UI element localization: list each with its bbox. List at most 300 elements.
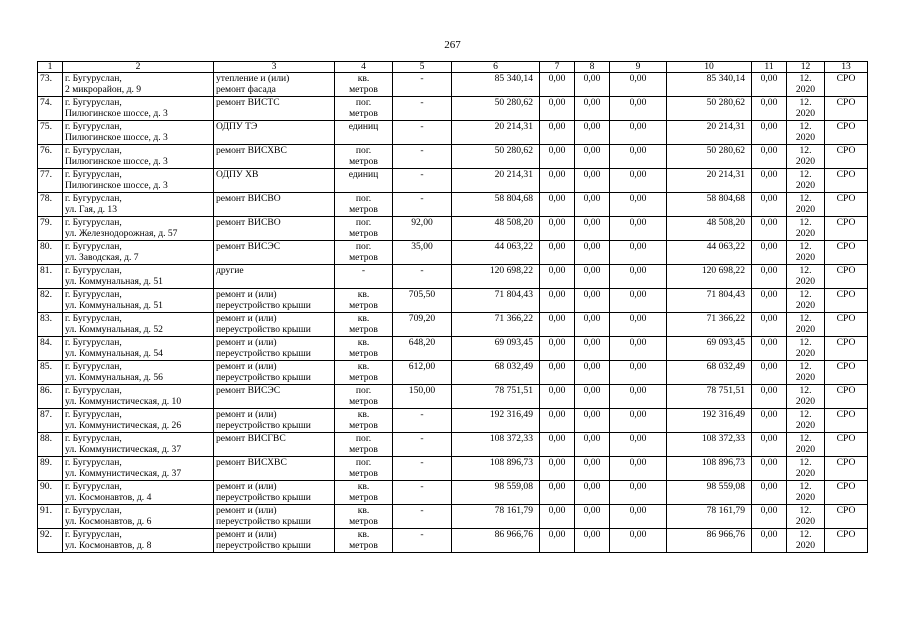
source-cell: [825, 457, 868, 481]
unit-cell-line-2: метров: [349, 204, 378, 215]
table-row: [38, 409, 868, 433]
address-cell-line-2: 2 микрорайон, д. 9: [65, 84, 142, 95]
work-type-cell: [214, 265, 335, 289]
col7-cell: [540, 193, 575, 217]
source-cell: [825, 97, 868, 121]
unit-cell-line-2: метров: [349, 444, 378, 455]
address-cell: [63, 97, 214, 121]
col9-cell: [610, 505, 667, 529]
work-type-cell-line-2: переустройство крыши: [216, 540, 311, 551]
col7-cell: [540, 361, 575, 385]
quantity-cell: [393, 121, 452, 145]
work-type-cell: [214, 361, 335, 385]
address-cell-line-1: г. Бугуруслан,: [65, 337, 122, 348]
source-cell-line-1: СРО: [836, 97, 856, 108]
deadline-cell-line-1: 12.: [799, 433, 812, 444]
address-cell-line-1: г. Бугуруслан,: [65, 385, 122, 396]
deadline-cell-line-1: 12.: [799, 457, 812, 468]
quantity-cell: [393, 409, 452, 433]
row-number: [38, 73, 63, 97]
column-header-10: 10: [667, 62, 752, 73]
unit-cell: [335, 313, 393, 337]
deadline-cell-line-1: 12.: [799, 313, 812, 324]
unit-cell-line-1: единиц: [348, 121, 379, 132]
col7-cell: [540, 313, 575, 337]
quantity-cell-line-1: -: [420, 481, 424, 492]
work-type-cell: [214, 289, 335, 313]
col7-cell-line-1: 0,00: [548, 73, 566, 84]
total-cell-line-1: 192 316,49: [701, 409, 745, 420]
source-cell-line-1: СРО: [836, 121, 856, 132]
col7-cell: [540, 505, 575, 529]
col11-cell: [752, 313, 787, 337]
cost-cell-line-1: 192 316,49: [489, 409, 533, 420]
col7-cell-line-1: 0,00: [548, 289, 566, 300]
row-number-line-1: 73.: [40, 73, 52, 84]
deadline-cell: [787, 289, 825, 313]
unit-cell-line-2: метров: [349, 324, 378, 335]
cost-cell-line-1: 20 214,31: [494, 169, 533, 180]
cost-cell: [452, 193, 540, 217]
cost-cell-line-1: 120 698,22: [489, 265, 533, 276]
row-number-line-1: 90.: [40, 481, 52, 492]
col9-cell-line-1: 0,00: [629, 217, 647, 228]
unit-cell: [335, 265, 393, 289]
total-cell-line-1: 20 214,31: [706, 121, 745, 132]
cost-cell-line-1: 86 966,76: [494, 529, 533, 540]
col7-cell: [540, 337, 575, 361]
deadline-cell-line-2: 2020: [795, 84, 816, 95]
unit-cell-line-2: метров: [349, 540, 378, 551]
cost-cell-line-1: 71 804,43: [494, 289, 533, 300]
col7-cell-line-1: 0,00: [548, 241, 566, 252]
row-number: [38, 169, 63, 193]
quantity-cell-line-1: 648,20: [408, 337, 436, 348]
cost-cell-line-1: 44 063,22: [494, 241, 533, 252]
unit-cell-line-1: пог.: [355, 457, 372, 468]
col7-cell-line-1: 0,00: [548, 481, 566, 492]
source-cell: [825, 121, 868, 145]
col11-cell-line-1: 0,00: [760, 337, 778, 348]
quantity-cell: [393, 529, 452, 553]
quantity-cell: [393, 217, 452, 241]
work-type-cell: [214, 457, 335, 481]
col9-cell-line-1: 0,00: [629, 145, 647, 156]
table-row: [38, 121, 868, 145]
row-number: [38, 361, 63, 385]
cost-cell-line-1: 98 559,08: [494, 481, 533, 492]
source-cell-line-1: СРО: [836, 409, 856, 420]
deadline-cell-line-1: 12.: [799, 265, 812, 276]
deadline-cell: [787, 265, 825, 289]
col7-cell-line-1: 0,00: [548, 121, 566, 132]
col11-cell: [752, 73, 787, 97]
unit-cell-line-1: кв.: [357, 313, 370, 324]
total-cell-line-1: 108 372,33: [701, 433, 745, 444]
deadline-cell-line-2: 2020: [795, 180, 816, 191]
row-number: [38, 385, 63, 409]
col7-cell: [540, 217, 575, 241]
unit-cell: [335, 529, 393, 553]
col11-cell-line-1: 0,00: [760, 217, 778, 228]
col7-cell: [540, 385, 575, 409]
source-cell-line-1: СРО: [836, 529, 856, 540]
unit-cell-line-2: метров: [349, 300, 378, 311]
column-header-8: 8: [575, 62, 610, 73]
work-type-cell-line-2: ремонт фасада: [216, 84, 276, 95]
source-cell: [825, 145, 868, 169]
work-type-cell-line-1: ремонт ВИСХВС: [216, 457, 287, 468]
cost-cell-line-1: 71 366,22: [494, 313, 533, 324]
col11-cell-line-1: 0,00: [760, 433, 778, 444]
address-cell-line-2: ул. Коммунистическая, д. 10: [65, 396, 182, 407]
cost-cell: [452, 265, 540, 289]
source-cell: [825, 409, 868, 433]
source-cell-line-1: СРО: [836, 217, 856, 228]
unit-cell: [335, 97, 393, 121]
row-number: [38, 457, 63, 481]
col8-cell-line-1: 0,00: [583, 169, 601, 180]
column-header-6: 6: [452, 62, 540, 73]
col9-cell: [610, 241, 667, 265]
address-cell-line-2: ул. Коммунистическая, д. 37: [65, 468, 182, 479]
unit-cell: [335, 361, 393, 385]
quantity-cell-line-1: -: [420, 409, 424, 420]
cost-cell: [452, 361, 540, 385]
col8-cell-line-1: 0,00: [583, 361, 601, 372]
col7-cell: [540, 145, 575, 169]
cost-cell-line-1: 20 214,31: [494, 121, 533, 132]
quantity-cell-line-1: -: [420, 145, 424, 156]
col11-cell: [752, 481, 787, 505]
col9-cell-line-1: 0,00: [629, 457, 647, 468]
work-type-cell-line-1: ремонт и (или): [216, 337, 277, 348]
table-row: [38, 217, 868, 241]
col11-cell: [752, 265, 787, 289]
total-cell-line-1: 68 032,49: [706, 361, 745, 372]
deadline-cell-line-2: 2020: [795, 276, 816, 287]
source-cell: [825, 505, 868, 529]
deadline-cell: [787, 169, 825, 193]
total-cell: [667, 217, 752, 241]
deadline-cell: [787, 481, 825, 505]
deadline-cell-line-2: 2020: [795, 444, 816, 455]
total-cell-line-1: 85 340,14: [706, 73, 745, 84]
cost-cell-line-1: 85 340,14: [494, 73, 533, 84]
unit-cell-line-1: пог.: [355, 241, 372, 252]
col9-cell-line-1: 0,00: [629, 313, 647, 324]
col11-cell: [752, 145, 787, 169]
deadline-cell-line-1: 12.: [799, 505, 812, 516]
address-cell-line-1: г. Бугуруслан,: [65, 529, 122, 540]
unit-cell-line-2: метров: [349, 468, 378, 479]
col8-cell: [575, 193, 610, 217]
source-cell-line-1: СРО: [836, 241, 856, 252]
source-cell: [825, 313, 868, 337]
row-number: [38, 145, 63, 169]
unit-cell-line-1: кв.: [357, 289, 370, 300]
unit-cell-line-1: кв.: [357, 337, 370, 348]
cost-cell-line-1: 69 093,45: [494, 337, 533, 348]
quantity-cell-line-1: -: [420, 169, 424, 180]
col11-cell-line-1: 0,00: [760, 241, 778, 252]
col7-cell-line-1: 0,00: [548, 217, 566, 228]
work-type-cell-line-2: переустройство крыши: [216, 372, 311, 383]
col9-cell: [610, 337, 667, 361]
deadline-cell: [787, 145, 825, 169]
col8-cell: [575, 265, 610, 289]
deadline-cell-line-1: 12.: [799, 241, 812, 252]
col8-cell: [575, 97, 610, 121]
col9-cell-line-1: 0,00: [629, 385, 647, 396]
row-number: [38, 433, 63, 457]
unit-cell-line-2: метров: [349, 156, 378, 167]
col11-cell: [752, 505, 787, 529]
table-row: [38, 313, 868, 337]
row-number: [38, 505, 63, 529]
unit-cell: [335, 241, 393, 265]
total-cell: [667, 73, 752, 97]
address-cell: [63, 409, 214, 433]
col7-cell-line-1: 0,00: [548, 97, 566, 108]
cost-cell: [452, 313, 540, 337]
row-number-line-1: 86.: [40, 385, 52, 396]
col9-cell: [610, 433, 667, 457]
total-cell-line-1: 98 559,08: [706, 481, 745, 492]
col8-cell: [575, 385, 610, 409]
col9-cell-line-1: 0,00: [629, 505, 647, 516]
unit-cell: [335, 217, 393, 241]
deadline-cell: [787, 217, 825, 241]
work-type-cell: [214, 193, 335, 217]
unit-cell-line-1: пог.: [355, 433, 372, 444]
address-cell-line-2: Пилюгинское шоссе, д. 3: [65, 108, 168, 119]
col11-cell-line-1: 0,00: [760, 481, 778, 492]
col11-cell: [752, 217, 787, 241]
address-cell-line-2: ул. Космонавтов, д. 4: [65, 492, 152, 503]
col9-cell-line-1: 0,00: [629, 193, 647, 204]
col11-cell: [752, 361, 787, 385]
column-header-12: 12: [787, 62, 825, 73]
col7-cell-line-1: 0,00: [548, 529, 566, 540]
work-type-cell-line-1: ремонт ВИСГВС: [216, 433, 286, 444]
deadline-cell-line-1: 12.: [799, 409, 812, 420]
col8-cell: [575, 505, 610, 529]
work-type-cell: [214, 313, 335, 337]
column-header-2: 2: [63, 62, 214, 73]
unit-cell-line-1: пог.: [355, 217, 372, 228]
cost-cell: [452, 457, 540, 481]
quantity-cell: [393, 145, 452, 169]
unit-cell-line-2: метров: [349, 396, 378, 407]
col11-cell-line-1: 0,00: [760, 385, 778, 396]
address-cell: [63, 313, 214, 337]
col9-cell: [610, 145, 667, 169]
work-type-cell-line-1: ремонт и (или): [216, 289, 277, 300]
col9-cell-line-1: 0,00: [629, 529, 647, 540]
total-cell: [667, 241, 752, 265]
column-header-1: 1: [38, 62, 63, 73]
unit-cell-line-2: метров: [349, 516, 378, 527]
total-cell: [667, 169, 752, 193]
col8-cell-line-1: 0,00: [583, 481, 601, 492]
deadline-cell: [787, 505, 825, 529]
table-row: [38, 241, 868, 265]
table-row: [38, 361, 868, 385]
col9-cell-line-1: 0,00: [629, 337, 647, 348]
cost-cell-line-1: 50 280,62: [494, 97, 533, 108]
work-type-cell: [214, 385, 335, 409]
col7-cell-line-1: 0,00: [548, 265, 566, 276]
col8-cell-line-1: 0,00: [583, 265, 601, 276]
deadline-cell-line-1: 12.: [799, 481, 812, 492]
row-number-line-1: 89.: [40, 457, 52, 468]
row-number-line-1: 78.: [40, 193, 52, 204]
unit-cell-line-1: кв.: [357, 361, 370, 372]
total-cell-line-1: 86 966,76: [706, 529, 745, 540]
address-cell: [63, 121, 214, 145]
deadline-cell-line-2: 2020: [795, 228, 816, 239]
unit-cell-line-1: кв.: [357, 409, 370, 420]
deadline-cell-line-2: 2020: [795, 204, 816, 215]
address-cell-line-2: ул. Коммунальная, д. 52: [65, 324, 163, 335]
total-cell: [667, 481, 752, 505]
col8-cell: [575, 289, 610, 313]
deadline-cell-line-1: 12.: [799, 193, 812, 204]
total-cell-line-1: 78 751,51: [706, 385, 745, 396]
address-cell: [63, 337, 214, 361]
total-cell: [667, 457, 752, 481]
col8-cell-line-1: 0,00: [583, 145, 601, 156]
address-cell: [63, 217, 214, 241]
table-row: [38, 73, 868, 97]
row-number-line-1: 81.: [40, 265, 52, 276]
source-cell-line-1: СРО: [836, 385, 856, 396]
col9-cell-line-1: 0,00: [629, 409, 647, 420]
row-number-line-1: 80.: [40, 241, 52, 252]
row-number-line-1: 74.: [40, 97, 52, 108]
repair-program-table: [37, 61, 868, 553]
address-cell: [63, 481, 214, 505]
address-cell-line-1: г. Бугуруслан,: [65, 409, 122, 420]
work-type-cell: [214, 217, 335, 241]
work-type-cell: [214, 241, 335, 265]
table-row: [38, 169, 868, 193]
table-row: [38, 193, 868, 217]
source-cell-line-1: СРО: [836, 433, 856, 444]
deadline-cell-line-2: 2020: [795, 396, 816, 407]
row-number-line-1: 83.: [40, 313, 52, 324]
unit-cell: [335, 73, 393, 97]
column-header-3: 3: [214, 62, 335, 73]
work-type-cell: [214, 169, 335, 193]
row-number-line-1: 87.: [40, 409, 52, 420]
col8-cell-line-1: 0,00: [583, 241, 601, 252]
row-number: [38, 265, 63, 289]
deadline-cell: [787, 457, 825, 481]
unit-cell: [335, 481, 393, 505]
address-cell-line-2: ул. Коммунистическая, д. 26: [65, 420, 182, 431]
col8-cell-line-1: 0,00: [583, 121, 601, 132]
col9-cell-line-1: 0,00: [629, 481, 647, 492]
col8-cell-line-1: 0,00: [583, 529, 601, 540]
address-cell-line-2: Пилюгинское шоссе, д. 3: [65, 132, 168, 143]
source-cell: [825, 361, 868, 385]
work-type-cell-line-1: ОДПУ ТЭ: [216, 121, 258, 132]
address-cell: [63, 433, 214, 457]
col11-cell: [752, 97, 787, 121]
col9-cell-line-1: 0,00: [629, 241, 647, 252]
row-number: [38, 97, 63, 121]
work-type-cell-line-1: ремонт ВИСХВС: [216, 145, 287, 156]
row-number-line-1: 92.: [40, 529, 52, 540]
row-number-line-1: 75.: [40, 121, 52, 132]
work-type-cell: [214, 529, 335, 553]
col9-cell: [610, 385, 667, 409]
col11-cell-line-1: 0,00: [760, 409, 778, 420]
source-cell: [825, 73, 868, 97]
total-cell: [667, 313, 752, 337]
source-cell-line-1: СРО: [836, 193, 856, 204]
work-type-cell-line-1: ремонт ВИСЭС: [216, 241, 281, 252]
work-type-cell-line-1: ремонт и (или): [216, 505, 277, 516]
unit-cell-line-2: метров: [349, 252, 378, 263]
row-number-line-1: 82.: [40, 289, 52, 300]
address-cell-line-1: г. Бугуруслан,: [65, 145, 122, 156]
deadline-cell: [787, 241, 825, 265]
deadline-cell-line-2: 2020: [795, 108, 816, 119]
deadline-cell-line-2: 2020: [795, 492, 816, 503]
col8-cell-line-1: 0,00: [583, 289, 601, 300]
address-cell-line-1: г. Бугуруслан,: [65, 361, 122, 372]
work-type-cell-line-1: утепление и (или): [216, 73, 290, 84]
col8-cell-line-1: 0,00: [583, 409, 601, 420]
cost-cell-line-1: 78 161,79: [494, 505, 533, 516]
source-cell-line-1: СРО: [836, 265, 856, 276]
address-cell-line-1: г. Бугуруслан,: [65, 217, 122, 228]
address-cell-line-2: Пилюгинское шоссе, д. 3: [65, 180, 168, 191]
row-number-line-1: 84.: [40, 337, 52, 348]
address-cell-line-2: ул. Коммунальная, д. 51: [65, 300, 163, 311]
col11-cell-line-1: 0,00: [760, 145, 778, 156]
col8-cell: [575, 169, 610, 193]
address-cell: [63, 385, 214, 409]
col11-cell: [752, 121, 787, 145]
col7-cell: [540, 433, 575, 457]
col9-cell: [610, 289, 667, 313]
deadline-cell-line-2: 2020: [795, 300, 816, 311]
unit-cell: [335, 193, 393, 217]
col9-cell: [610, 529, 667, 553]
col7-cell-line-1: 0,00: [548, 505, 566, 516]
deadline-cell-line-1: 12.: [799, 361, 812, 372]
col11-cell: [752, 409, 787, 433]
col7-cell: [540, 289, 575, 313]
col9-cell-line-1: 0,00: [629, 433, 647, 444]
row-number: [38, 337, 63, 361]
col8-cell: [575, 481, 610, 505]
quantity-cell-line-1: 705,50: [408, 289, 436, 300]
unit-cell: [335, 169, 393, 193]
col9-cell-line-1: 0,00: [629, 121, 647, 132]
unit-cell: [335, 505, 393, 529]
col11-cell: [752, 457, 787, 481]
col8-cell: [575, 313, 610, 337]
address-cell-line-1: г. Бугуруслан,: [65, 121, 122, 132]
col8-cell: [575, 409, 610, 433]
source-cell: [825, 385, 868, 409]
work-type-cell-line-1: ремонт и (или): [216, 313, 277, 324]
